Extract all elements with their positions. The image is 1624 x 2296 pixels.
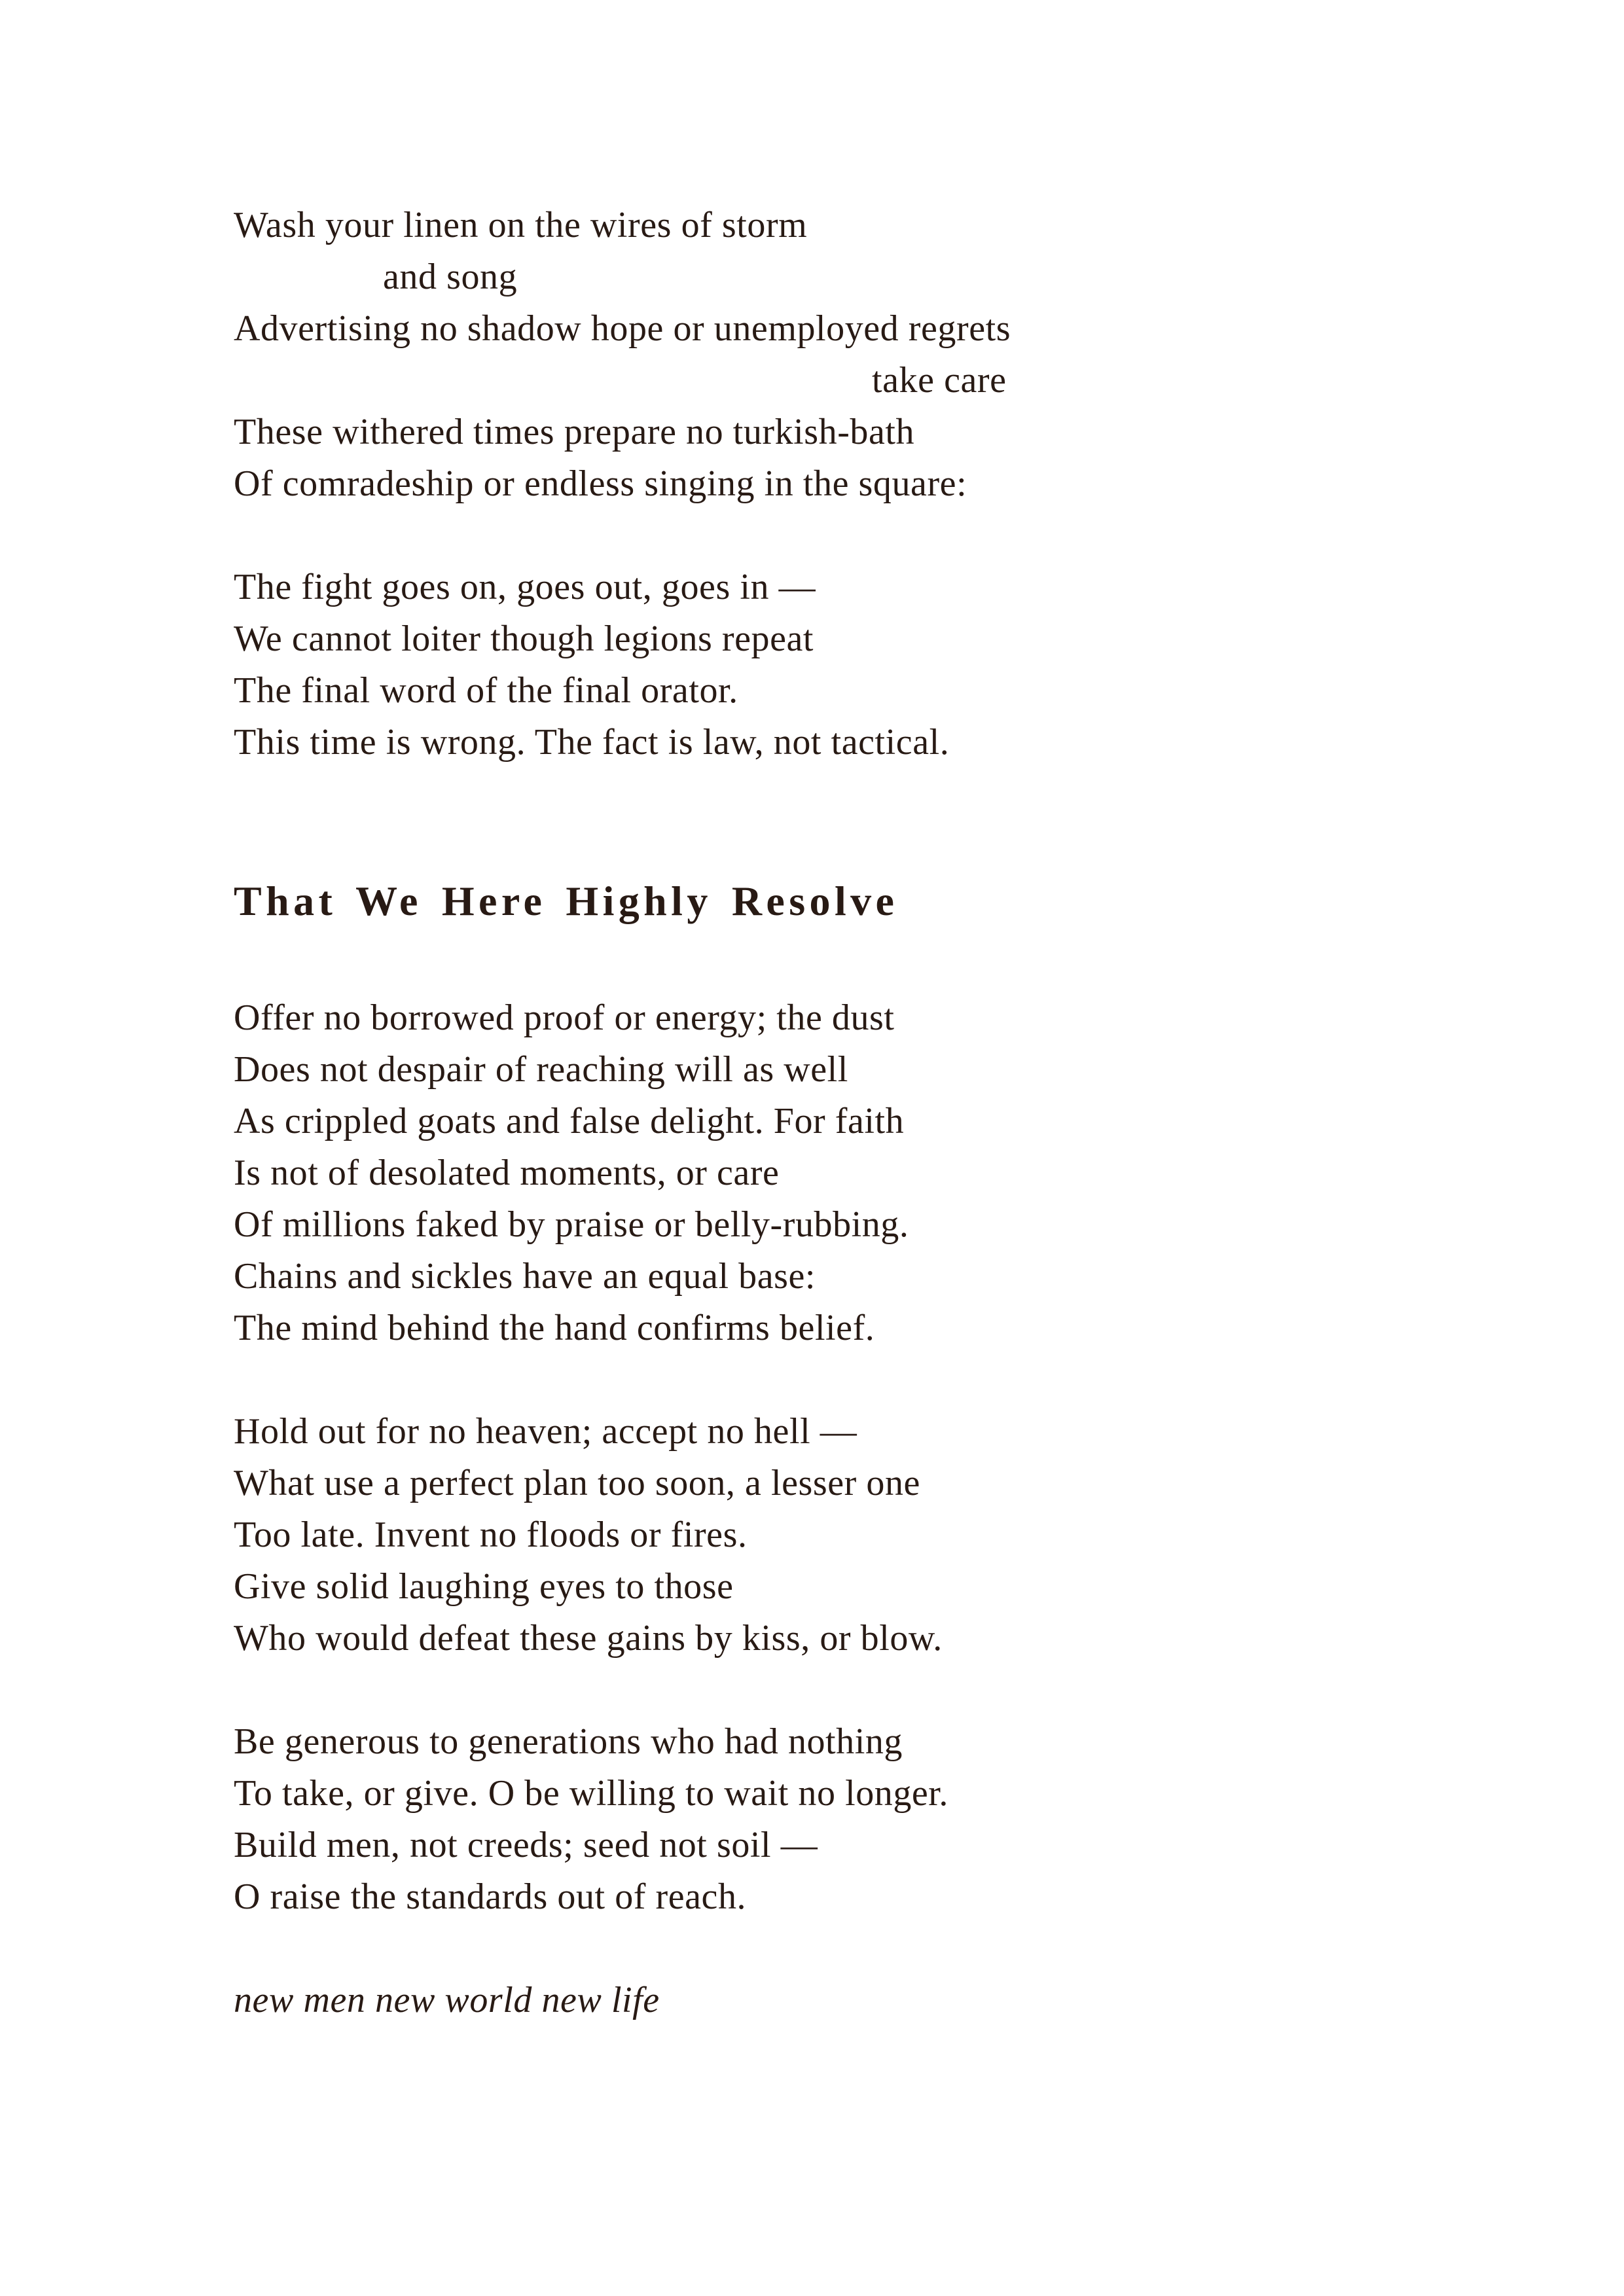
poem-line: Does not despair of reaching will as well	[234, 1049, 848, 1090]
poem-line: To take, or give. O be willing to wait no longer.	[234, 1773, 948, 1814]
poem-line: Of comradeship or endless singing in the square:	[234, 463, 967, 504]
stanza-2	[234, 562, 1477, 768]
poem-line: What use a perfect plan too soon, a lesser one	[234, 1463, 920, 1503]
poem-line: This time is wrong. The fact is law, not tactical.	[234, 722, 950, 762]
poem-line: As crippled goats and false delight. For faith	[234, 1101, 905, 1141]
poem-line: Hold out for no heaven; accept no hell —	[234, 1411, 857, 1452]
poem-line: Is not of desolated moments, or care	[234, 1153, 780, 1193]
closing-line: new men new world new life	[234, 1980, 660, 2020]
poem-line: Chains and sickles have an equal base:	[234, 1256, 816, 1297]
poem-line: Advertising no shadow hope or unemployed regrets	[234, 308, 1011, 349]
section-heading: That We Here Highly Resolve	[234, 878, 899, 924]
poem-line: Build men, not creeds; seed not soil —	[234, 1825, 818, 1865]
poem-line: Wash your linen on the wires of storm	[234, 205, 808, 245]
poem-body	[234, 200, 1477, 2026]
poem-line: We cannot loiter though legions repeat	[234, 619, 814, 659]
poem-line: These withered times prepare no turkish-bath	[234, 412, 915, 452]
poem-line: Offer no borrowed proof or energy; the dust	[234, 997, 895, 1038]
poem-line: The fight goes on, goes out, goes in —	[234, 567, 816, 607]
poem-line: Too late. Invent no floods or fires.	[234, 1515, 748, 1555]
poem-line: Give solid laughing eyes to those	[234, 1566, 734, 1607]
stanza-4	[234, 1406, 1477, 1664]
stanza-1	[234, 200, 1477, 510]
poem-line: Who would defeat these gains by kiss, or blow.	[234, 1618, 943, 1659]
stanza-3	[234, 992, 1477, 1354]
poem-line: Be generous to generations who had nothing	[234, 1721, 903, 1762]
poem-line: Of millions faked by praise or belly-rubbing.	[234, 1204, 909, 1245]
poem-line: The mind behind the hand confirms belief.	[234, 1308, 875, 1348]
stanza-5	[234, 1716, 1477, 1923]
poem-line-indented: and song	[383, 257, 518, 297]
poem-line-indented: take care	[872, 360, 1007, 401]
poem-line: The final word of the final orator.	[234, 670, 738, 711]
poem-line: O raise the standards out of reach.	[234, 1876, 747, 1917]
